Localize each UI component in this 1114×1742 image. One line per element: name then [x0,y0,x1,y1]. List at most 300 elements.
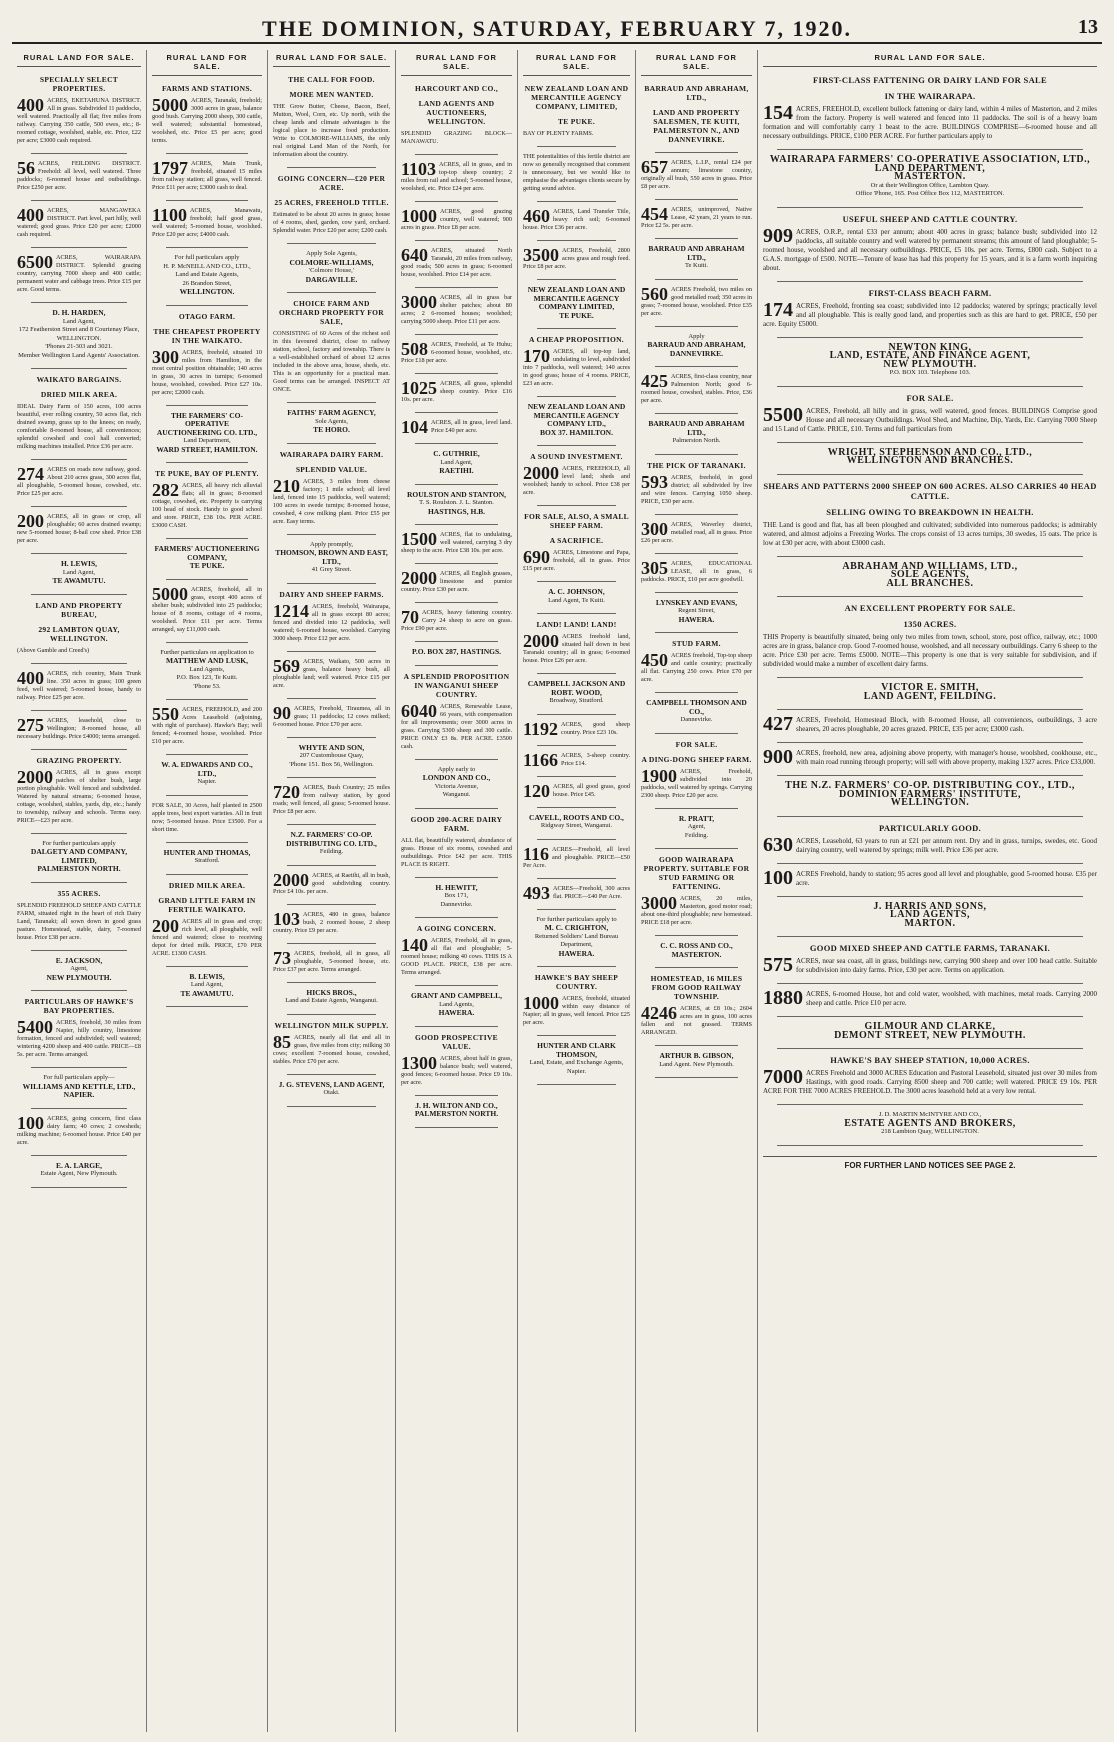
classified-ad [523,335,630,388]
ad-signature [17,1162,141,1179]
ad-body [641,1005,752,1037]
signature-line: HAWERA. [438,1008,475,1017]
ad-text: ACRES, Leasehold, 63 years to run at £21 per annum rent. Dry and in grass, turnips, swedes, etc. Good dairying country, well watered by springs; milk well. Price £36 per acre. [796,836,1097,854]
ad-signature [152,412,262,455]
divider [655,808,738,809]
ad-text: ACRES, all top-top land, undulating to level, subdivided into 7 paddocks, well watered; 140 acres in good grass; house of 4 rooms. PRICE, £23 an acre. [523,348,630,387]
ad-body [523,718,630,739]
divider [166,642,248,643]
signature-line: Broadway, Stratford. [549,697,604,704]
classified-ad [17,756,141,825]
ad-acreage: 70 [401,607,419,627]
classified-ad [273,450,390,526]
divider [415,563,498,564]
ad-acreage: 657 [641,157,668,177]
classified-ad [641,283,752,318]
classified-ad [641,740,752,800]
classified-ad [763,446,1097,466]
divider [415,641,498,642]
ad-text: ACRES, Freehold, fronting sea coast; subdivided into 12 paddocks; watered by springs; practically level and all ploughable. This is really good land, and properties such as this are hard to get. PRICE, £50 per acre. Equity £5000. [763,301,1097,328]
running-head: RURAL LAND FOR SALE. [152,50,262,76]
divider [655,326,738,327]
ad-body [763,954,1097,976]
ad-acreage: 640 [401,245,428,265]
divider [655,1045,738,1046]
ad-body [17,647,141,655]
ad-acreage: 400 [17,95,44,115]
divider [31,506,127,507]
ad-body [152,706,262,746]
classified-ad [152,312,262,397]
classified-ad [401,672,512,751]
ad-text: ACRES, Bush Country; 25 miles from railway station, by good roads; well fenced, all grass; 5-roomed house. Price £8 per acre. [273,784,390,815]
ad-signature [273,831,390,857]
signature-line: P.O. Box 123, Te Kuiti. [176,674,238,681]
divider [287,243,376,244]
signature-line: Napier. [197,778,217,785]
signature-line: MASTERTON. [894,171,966,182]
ad-acreage: 460 [523,206,550,226]
classified-ad [401,208,512,232]
ad-text: ACRES, at Raetihi, all in bush, good subdividing country. Price £4 10s. per acre. [273,871,390,895]
ad-text: ACRES, Freehold, Homestead Block, with 8-roomed House, all conveniences, outbuildings, 3 acre shearers, 20 acres ploughable, 20 acres grazed. PRICE, £35 per acre; £3000 cash. [796,716,1097,733]
ad-body [152,207,262,239]
ad-body [273,784,390,816]
ad-acreage: 2000 [17,766,53,787]
ad-acreage: 427 [763,713,793,735]
classified-ad [152,802,262,834]
ad-heading: FOR SALE, ALSO, A SMALL SHEEP FARM. [524,512,629,530]
ad-signature [401,648,512,657]
divider [537,146,616,147]
divider [287,402,376,403]
ad-body [401,937,512,977]
signature-line: SOLE AGENTS, [890,569,970,580]
ad-heading: THE PICK OF TARANAKI. [647,460,746,470]
classified-ad [152,545,262,571]
classified-ad [401,924,512,977]
classified-ad [152,160,262,192]
signature-line: M. C. CRIGHTON, [544,923,609,932]
ad-text: THIS Property is beautifully situated, being only two miles from town, school, store, post office, railway, etc.; 1000 acres are in grass, balance crop. Good 7-roomed house, woolshed, and all necessary outbuildings. Carry 6 sheep to the acre. Price £30 per acre. Terms £5000. NOTE—This property is one that is very suitable for subdivision, and if subdivided would make a number of excellent dairy farms. [763,633,1097,668]
ad-text: ACRES—Freehold, 300 acres flat. PRICE—£40 Per Acre. [553,884,630,900]
classified-ad [17,207,141,239]
divider [777,742,1083,743]
signature-line: NEW PLYMOUTH. [883,358,977,370]
ad-body [401,419,512,435]
ad-acreage: 3000 [401,292,437,312]
signature-line: Office 'Phone, 165. Post Office Box 112, MASTERTON. [855,190,1005,197]
ad-acreage: 210 [273,475,300,496]
divider [655,592,738,593]
divider [287,167,376,168]
signature-line: Land Agents, [439,1000,474,1008]
divider [537,279,616,280]
ad-signature [152,761,262,787]
ad-body [401,570,512,594]
classified-ad [152,412,262,455]
ad-acreage: 1192 [523,718,559,739]
signature-line: LYNSKEY AND EVANS, [655,597,738,607]
divider [415,808,498,809]
ad-text: ACRES, all in grass, level land. Price £40 per acre. [431,419,512,434]
signature-line: HICKS BROS., [306,987,357,997]
ad-signature [641,1052,752,1069]
signature-line: ABRAHAM AND WILLIAMS, LTD., [842,560,1018,572]
signature-line: Land, Estate, and Exchange Agents, [529,1059,624,1066]
ad-body [17,1019,141,1059]
classified-ad [17,889,141,942]
classified-ad [763,341,1097,378]
ad-signature [273,744,390,770]
signature-line: Stratford. [194,857,220,864]
ad-body [152,583,262,634]
ad-acreage: 450 [641,650,668,670]
signature-line: WELLINGTON. [890,797,970,808]
classified-ad [273,299,390,394]
divider [166,305,248,306]
ad-body [401,341,512,365]
ad-signature [273,1081,390,1098]
classified-ad [641,159,752,191]
ad-text: ACRES, Freehold, all in grass, all flat and ploughable; 5-roomed house; milking 40 cows. THIS IS A GOOD PLACE. PRICE, £38 per acre. Terms arranged. [401,937,512,976]
classified-ad [273,947,390,974]
signature-line: ESTATE AGENTS AND BROKERS, [844,1117,1016,1129]
signature-line: CAMPBELL JACKSON AND ROBT. WOOD, [527,679,626,697]
classified-ad [401,1102,512,1119]
divider [287,583,376,584]
classified-ad [641,974,752,1037]
signature-line: FARMERS' AUCTIONEERING COMPANY, [154,544,260,562]
classified-ad [401,294,512,326]
divider [537,613,616,614]
ad-acreage: 560 [641,283,668,304]
divider [415,985,498,986]
signature-line: T. S. Roulston. J. L. Stanton. [419,499,494,506]
signature-line: MATTHEW AND LUSK, [165,656,249,665]
ad-body [17,254,141,294]
ad-signature [273,250,390,284]
signature-line: HAWERA. [558,948,595,958]
ad-acreage: 2000 [273,869,309,890]
ad-body [17,160,141,192]
classified-ad [523,588,630,605]
signature-line: PALMERSTON NORTH. [414,1109,499,1118]
ad-text: ACRES, all English grasses, limestone and pumice country. Price £30 per acre. [401,570,512,593]
divider [166,966,248,967]
divider [31,882,127,883]
classified-ad [523,620,630,665]
divider [415,373,498,374]
divider [415,524,498,525]
page-number: 13 [1078,16,1098,38]
ad-text: ACRES, 3-sheep country. Price £14. [561,751,630,767]
ad-acreage: 909 [763,224,793,247]
classified-ad [17,560,141,586]
classified-ad [401,815,512,869]
signature-line: 218 Lambton Quay, WELLINGTON. [881,1128,979,1135]
classified-ad [763,393,1097,434]
signature-line: NEW ZEALAND LOAN AND MERCANTILE AGENCY COMPANY LIMITED, [527,285,626,311]
divider [31,153,127,154]
ad-text: ACRES, at £8 10s.; 2604 acres are in grass, 100 acres fallen and not grassed. TERMS ARRANGED. [641,1005,752,1036]
classified-ad [763,603,1097,669]
divider [166,153,248,154]
signature-line: J. H. WILTON AND CO., [415,1100,498,1110]
signature-line: W. A. EDWARDS AND CO., LTD., [161,760,253,778]
ad-body [401,700,512,751]
ad-text: IDEAL Dairy Farm of 150 acres, 100 acres beautiful, ever rolling country, 50 acres flat, rich drained swamp, grass up to the knees; on ready, comfortable 8-roomed house, all conveniences; splendid cowshed and cool hall converted; milking machines installed. Price £36 per acre. [17,403,141,450]
signature-line: Returned Soldiers' Land Bureau Department, [534,932,619,948]
ad-acreage: 2000 [523,463,559,483]
ad-signature [523,1042,630,1076]
divider [777,442,1083,443]
ad-body [523,465,630,497]
ad-acreage: 56 [17,158,35,178]
ad-signature [401,491,512,517]
divider [537,776,616,777]
divider [537,909,616,910]
ad-text: ACRES, Freehold, subdivided into 20 paddocks, well watered by springs. Carrying 2300 sheep. Price £20 per acre. [641,767,752,799]
divider [415,1095,498,1096]
ad-heading: WAIKATO BARGAINS. [36,375,122,384]
divider [31,663,127,664]
divider [415,412,498,413]
classified-ad [17,513,141,545]
column-6 [636,50,758,1732]
ad-heading: LAND! LAND! LAND! [536,620,617,629]
ad-signature [17,957,141,983]
classified-ad [523,843,630,870]
divider [415,240,498,241]
divider [31,368,127,369]
ad-body [273,869,390,896]
divider [166,795,248,796]
classified-ad [523,452,630,497]
signature-line: Land and Estate Agents, [175,271,239,278]
divider [166,247,248,248]
signature-line: DARGAVILLE. [305,274,358,284]
ad-heading: GOOD WAIRARAPA PROPERTY. SUITABLE FOR STUD FARMING OR FATTENING. [643,855,750,891]
ad-body [763,713,1097,735]
ad-text: ACRES, freehold, 30 miles from Napier, hilly country, limestone formation, fenced and subdivided; well watered; wintering 4200 sheep and 400 cattle. PRICE—£8 5s. per acre. Terms arranged. [17,1019,141,1058]
divider [655,413,738,414]
classified-ad [641,855,752,927]
ad-text: ACRES, near sea coast, all in grass, buildings new, carrying 900 sheep and over 100 head cattle. Suitable for subdivision into dairy farms. Price, £30 per acre. Terms on application. [796,957,1097,974]
signature-line: B. LEWIS, [189,971,225,981]
ad-body [273,947,390,974]
ad-text: ACRES freehold, Top-top sheep and cattle country; practically all flat. Carrying 250 cows. Price £70 per acre. [641,652,752,683]
ad-acreage: 120 [523,780,550,801]
signature-line: P.O. BOX 287, HASTINGS. [411,647,502,656]
signature-line: Sole Agents, [315,417,348,425]
divider [287,443,376,444]
divider [777,709,1083,710]
signature-line: 'Phone 151. Box 56, Wellington. [289,760,374,768]
ad-text: FOR SALE, 30 Acres, half planted in 2500 apple trees, best export varieties. All in fruit now; 5-roomed house. Price £3500. For a short time. [152,801,262,833]
ad-acreage: 90 [273,702,291,723]
divider [537,396,616,397]
ad-text: ACRES freehold land, situated half down in best Taranaki country; all in grass; 6-roomed house. Price £26 per acre. [523,633,630,664]
ad-text: ACRES, freehold, situated within easy distance of Napier; all in grass, well fenced. Price £25 per acre. [523,995,630,1026]
signature-line: 'Phone 53. [193,682,221,690]
classified-ad [17,714,141,741]
signature-line: C. GUTHRIE, [433,449,480,458]
divider [537,201,616,202]
ad-subheading: LAND AND PROPERTY SALESMEN, TE KUITI, PALMERSTON N., AND DANNEVIRKE. [653,108,740,144]
divider [31,710,127,711]
divider [166,405,248,406]
ad-heading: PARTICULARLY GOOD. [878,822,982,833]
classified-ad [401,341,512,365]
ad-heading: SHEARS AND PATTERNS 2000 SHEEP ON 600 ACRES. ALSO CARRIES 40 HEAD CATTLE. [763,480,1097,501]
classified-ad [273,1021,390,1066]
ad-body [401,130,512,146]
classified-ad [401,380,512,404]
ad-text: ACRES, FEILDING DISTRICT. Freehold: all level, well watered. Three paddocks; 6-roomed house and outbuildings. Price £250 per acre. [17,160,141,191]
divider [777,207,1083,208]
ad-body [763,521,1097,548]
divider [287,904,376,905]
signature-line: 'Phones 21-303 and 3021. [45,343,113,350]
classified-ad [523,403,630,437]
ad-subheading: GRAND LITTLE FARM IN FERTILE WAIKATO. [158,895,256,914]
divider [655,733,738,734]
ad-body [641,557,752,584]
signature-line: Or at their Wellington Office, Lambton Quay. [870,181,990,189]
ad-text: ACRES, 6-roomed House, hot and cold water, woolshed, with machines, metal roads. Carrying 2000 sheep and cattle. Price £10 per acre. [806,990,1097,1007]
divider [31,247,127,248]
ad-body [273,211,390,235]
ad-heading: HARCOURT AND CO., [414,84,499,93]
divider [415,484,498,485]
ad-text: ACRES, flat to undulating, well watered, carrying 3 dry sheep to the acre. Price £38 10s. per acre. [401,531,512,554]
signature-line: ALL BRANCHES. [886,577,974,589]
ad-signature [763,782,1097,808]
signature-line: DEMONT STREET, NEW PLYMOUTH. [834,1029,1026,1041]
classified-ad [641,373,752,405]
divider [537,581,616,582]
classified-ad [641,461,752,506]
ad-acreage: 2000 [523,631,559,651]
ad-body [763,224,1097,273]
classified-ad [523,208,630,232]
divider [537,807,616,808]
ad-signature [641,245,752,271]
ad-body [641,283,752,318]
divider [31,1187,127,1188]
classified-ad [763,987,1097,1009]
classified-ad [273,655,390,690]
ad-body [17,97,141,145]
ad-text: SPLENDID FREEHOLD SHEEP AND CATTLE FARM, situated right in the heart of rich Dairy Land, Taranaki; all sown down in good grass pasture. Homestead, stable, dairy, 7-roomed house. Price £38 per acre. [17,901,141,941]
classified-ad [763,1023,1097,1040]
signature-line: J. HARRIS AND SONS, [873,900,987,912]
classified-ad [273,831,390,857]
ad-heading: HAWKE'S BAY SHEEP STATION, 10,000 ACRES. [830,1055,1030,1065]
ad-heading: WAIRARAPA DAIRY FARM. [279,449,384,459]
signature-line: COLMORE-WILLIAMS, [289,257,374,267]
running-head: RURAL LAND FOR SALE. [763,50,1097,67]
divider [777,677,1083,678]
ad-acreage: 493 [523,882,550,903]
ad-acreage: 508 [401,339,428,359]
ad-heading: GRAZING PROPERTY. [36,755,122,765]
ad-body [152,802,262,834]
ad-body [17,714,141,741]
ad-body [152,97,262,145]
ad-signature [641,333,752,359]
ad-body [401,531,512,555]
classified-ad [523,882,630,903]
classified-ad [763,75,1097,141]
signature-line: DOMINION FARMERS' INSTITUTE, [839,788,1021,800]
ad-heading: STUD FARM. [672,639,721,648]
ad-body [763,403,1097,434]
divider [777,386,1083,387]
ad-body [641,373,752,405]
ad-body [523,348,630,388]
classified-ad [401,419,512,435]
classified-ad [763,900,1097,929]
ad-text: ACRES—Freehold, all level and ploughable. PRICE—£50 Per Acre. [523,845,630,869]
ad-signature [763,1111,1097,1137]
ad-heading: A SPLENDID PROPOSITION IN WANGANUI SHEEP COUNTRY. [403,671,510,699]
ad-signature [763,684,1097,701]
ad-body [641,159,752,191]
ad-signature [763,1023,1097,1040]
signature-line: Wanganui. [442,791,471,798]
ad-text: ACRES, FREEHOLD, all level land; sheds and woolshed; handy to school. Price £38 per acre. [523,465,630,496]
signature-line: LONDON AND CO., [422,773,491,782]
ad-acreage: 116 [523,843,550,864]
signature-line: Ridgway Street, Wanganui. [540,822,613,829]
classified-ad [273,409,390,435]
ad-heading: FOR SALE. [906,392,954,403]
divider [777,1145,1083,1146]
ad-text: ACRES, Freehold, Tiraumea, all in grass; 11 paddocks; 12 cows milked; 6-roomed house. Price £70 per acre. [273,704,390,728]
column-4 [396,50,518,1732]
signature-line: ARTHUR B. GIBSON, [659,1051,734,1060]
classified-ad [273,989,390,1006]
footer-notice: FOR FURTHER LAND NOTICES SEE PAGE 2. [763,1156,1097,1170]
divider [287,1106,376,1107]
ad-signature [17,1074,141,1100]
ad-acreage: 5500 [763,403,803,426]
divider [31,1067,127,1068]
classified-ad [523,286,630,320]
column-2 [147,50,268,1732]
signature-line: Dannevirke. [440,900,473,908]
divider [415,665,498,666]
ad-acreage: 200 [152,915,179,936]
classified-ad [523,973,630,1027]
ad-acreage: 1000 [401,206,437,226]
divider [31,459,127,460]
ad-acreage: 3000 [641,893,677,913]
ad-heading: FIRST-CLASS BEACH FARM. [868,287,992,298]
ad-body [152,482,262,530]
ad-signature [152,849,262,866]
ad-text: ACRES, leasehold, close to Wellington; 8-roomed house, all necessary buildings. Price £4000; terms arranged. [17,716,141,740]
signature-line: Apply Sole Agents, [306,250,357,257]
ad-subheading: DRIED MILK AREA. [40,390,118,399]
classified-ad [17,601,141,655]
ad-signature [523,916,630,959]
ad-heading: HAWKE'S BAY SHEEP COUNTRY. [534,973,619,991]
divider [777,896,1083,897]
classified-ad [641,639,752,684]
